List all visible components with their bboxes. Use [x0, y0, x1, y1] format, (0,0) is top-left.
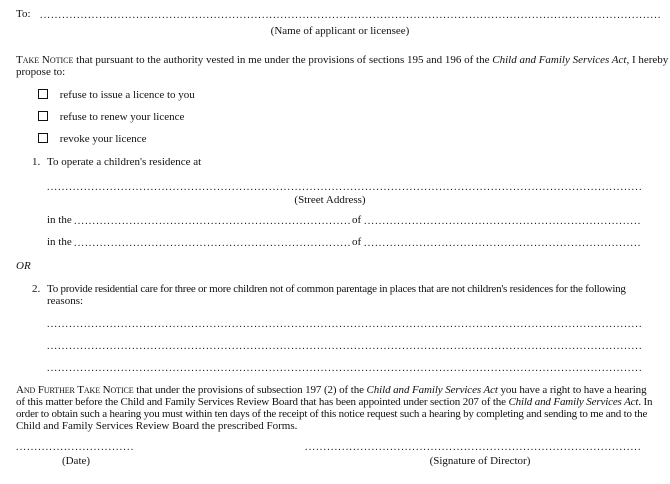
or-label: OR	[16, 260, 31, 272]
checkbox-refuse-renew[interactable]	[38, 111, 48, 121]
reasons-field-2[interactable]	[47, 340, 642, 351]
further-text: . In	[638, 396, 653, 408]
notice-paragraph	[16, 54, 668, 67]
item2-line2: reasons:	[47, 295, 84, 307]
notice-line2: propose to:	[16, 66, 66, 78]
street-caption: (Street Address)	[294, 194, 366, 206]
item2-number: 2.	[32, 283, 41, 295]
option-revoke[interactable]	[38, 133, 146, 146]
checkbox-refuse-issue[interactable]	[38, 89, 48, 99]
in-the-label: in the	[47, 214, 72, 226]
of-label: of	[352, 214, 362, 226]
option-refuse-issue[interactable]	[38, 89, 195, 102]
to-label: To:	[16, 8, 31, 20]
applicant-caption: (Name of applicant or licensee)	[270, 25, 410, 37]
further-act: Child and Family Services Act	[508, 396, 639, 408]
in-the-label: in the	[47, 236, 72, 248]
item2-line1: To provide residential care for three or more children not of common parentage in places that are not children's residences for the following	[47, 283, 626, 295]
further-lead: And Further Take Notice	[16, 384, 134, 396]
further-act: Child and Family Services Act	[366, 384, 498, 396]
date-caption: (Date)	[61, 455, 91, 467]
option-label: refuse to renew your licence	[59, 111, 185, 123]
notice-text-b: , I hereby	[626, 54, 669, 66]
municipality-field-2[interactable]	[74, 237, 350, 248]
further-text: that under the provisions of subsection 197 (2) of the	[133, 384, 367, 396]
signature-field[interactable]	[305, 441, 642, 452]
option-refuse-renew[interactable]	[38, 111, 184, 124]
further-text: of this matter before the Child and Family Services Review Board that has been appointed under section 207 of the	[16, 396, 509, 408]
applicant-name-field[interactable]	[40, 9, 662, 20]
further-line3: order to obtain such a hearing you must within ten days of the receipt of this notice request such a hearing by completing and sending to me and to the	[16, 408, 648, 420]
signature-caption: (Signature of Director)	[429, 455, 531, 467]
notice-text-a: that pursuant to the authority vested in me under the provisions of sections 195 and 196 of the	[73, 54, 493, 66]
item1-text: To operate a children's residence at	[47, 156, 202, 168]
option-label: revoke your licence	[59, 133, 147, 145]
further-line4: Child and Family Services Review Board the prescribed Forms.	[16, 420, 298, 432]
municipality-field-1[interactable]	[74, 215, 350, 226]
further-text: you have a right to have a hearing	[497, 384, 647, 396]
checkbox-revoke[interactable]	[38, 133, 48, 143]
option-label: refuse to issue a licence to you	[59, 89, 195, 101]
reasons-field-1[interactable]	[47, 318, 642, 329]
street-address-field[interactable]	[47, 181, 642, 192]
of-label: of	[352, 236, 362, 248]
of-field-1[interactable]	[364, 215, 642, 226]
reasons-field-3[interactable]	[47, 362, 642, 373]
notice-act: Child and Family Services Act	[492, 54, 627, 66]
date-field[interactable]	[16, 441, 134, 452]
notice-lead: Take Notice	[16, 54, 74, 66]
item1-number: 1.	[32, 156, 41, 168]
of-field-2[interactable]	[364, 237, 642, 248]
